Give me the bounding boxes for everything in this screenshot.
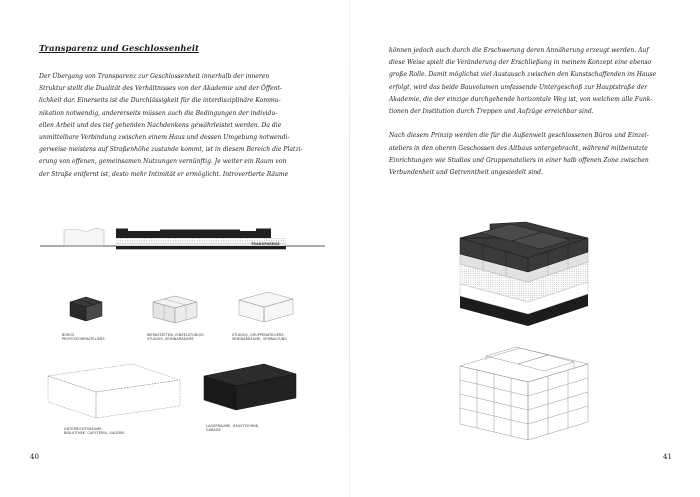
block-studios-icon bbox=[236, 288, 296, 328]
paragraph-2 bbox=[389, 130, 681, 179]
body-line: Verbundenheit und Getrenntheit angesiedelt sind. bbox=[389, 169, 543, 177]
label-line: WERKSTÄTTEN, EINZELSTUDIOS, bbox=[147, 333, 205, 337]
label-line: BIBLIOTHEK, CAFETERIA, GALERIE bbox=[64, 431, 125, 436]
body-line: tionen der Institution durch Treppen und Aufzüge erreichbar sind. bbox=[389, 108, 594, 116]
body-line: Der Übergang von Transparenz zur Geschlossenheit innerhalb der inneren bbox=[39, 73, 270, 80]
label-line: LAGERRÄUME, HAUSTECHNIK, bbox=[206, 424, 260, 428]
body-line: lichkeit dar. Einerseits ist die Durchlässigkeit für die interdisziplinäre Kommu- bbox=[39, 97, 281, 105]
body-line: Nach diesem Prinzip werden die für die Außenwelt geschlossenen Büros und Einzel- bbox=[389, 132, 649, 140]
label-storage bbox=[206, 424, 259, 432]
body-line: erung von offenen, gemeinsamen Nutzungen vernünftig. Je weiter ein Raum von bbox=[39, 158, 287, 166]
right-page bbox=[350, 0, 700, 497]
body-line: Einrichtungen wie Studios und Gruppenateliers in einer halb offenen Zone zwischen bbox=[389, 156, 649, 164]
body-line: gerweise meistens auf Straßenhöhe zustande kommt, ist in diesem Bereich die Platzi- bbox=[39, 146, 303, 154]
stacked-volume-diagram bbox=[450, 224, 600, 336]
right-body-text bbox=[389, 45, 681, 179]
body-line: erfolgt, wird das beide Bauvolumen umfassende Untergeschoß zur Hauptstraße der bbox=[389, 83, 648, 91]
body-line: diese Weise spielt die Veränderung der Erschließung in meinem Konzept eine ebenso bbox=[389, 59, 652, 67]
label-studios bbox=[232, 333, 287, 341]
label-line: PROFESSORENATELIERS bbox=[62, 337, 105, 342]
label-line: SEMINARRÄUME, VERWALTUNG bbox=[232, 337, 288, 342]
label-line: STUDIOS, GRUPPENATELIERS, bbox=[232, 333, 285, 337]
section-heading: Transparenz und Geschlossenheit bbox=[39, 43, 200, 53]
body-line: der Straße entfernt ist, desto mehr Intimität er ermöglicht. Introvertierte Räume bbox=[39, 170, 289, 178]
block-workshops-icon bbox=[150, 292, 200, 328]
block-public-spaces-icon bbox=[44, 362, 184, 422]
label-line: BÜROS bbox=[62, 333, 75, 337]
label-line: GARAGE bbox=[206, 428, 221, 433]
block-offices-icon bbox=[66, 293, 106, 325]
wireframe-volume-diagram bbox=[450, 344, 600, 444]
body-line: unmittelbare Verbindung zwischen einem Haus und dessen Umgebung notwendi- bbox=[39, 134, 290, 142]
paragraph-1 bbox=[389, 45, 681, 118]
label-public-spaces bbox=[64, 427, 125, 435]
label-workshops bbox=[147, 333, 205, 341]
building-elevation-drawing bbox=[40, 218, 330, 258]
page-number-left: 40 bbox=[30, 453, 39, 461]
left-body-text bbox=[39, 71, 331, 181]
label-line: STUDIOS, SEMINARRÄUME bbox=[147, 337, 194, 342]
body-line: große Rolle. Damit möglichst viel Austausch zwischen den Kunstschaffenden im Hause bbox=[389, 71, 657, 79]
block-storage-icon bbox=[200, 360, 300, 416]
body-line: können jedoch auch durch die Erschwerung deren Annäherung erzeugt werden. Auf bbox=[389, 47, 649, 54]
label-offices bbox=[62, 333, 105, 341]
body-line: ellen Arbeit und des tief gehenden Nachdenkens gewährleistet werden. Da die bbox=[39, 121, 282, 129]
body-line: ateliers in den oberen Geschossen des Altbaus untergebracht, während mitbenutzte bbox=[389, 144, 648, 152]
body-line: nikation notwendig, andererseits müssen auch die Bedingungen der individu- bbox=[39, 109, 278, 117]
body-line: Struktur stellt die Dualität des Verhältnisses von der Akademie und der Öffent- bbox=[39, 85, 283, 93]
body-line: Akademie, die der einzige durchgehende horizontale Weg ist, von welchem alle Funk- bbox=[389, 95, 653, 103]
label-line: UNTERRICHTSRÄUME, bbox=[64, 427, 103, 431]
transparenz-label: TRANSPARENZ bbox=[251, 242, 280, 246]
page-number-right: 41 bbox=[663, 453, 672, 461]
